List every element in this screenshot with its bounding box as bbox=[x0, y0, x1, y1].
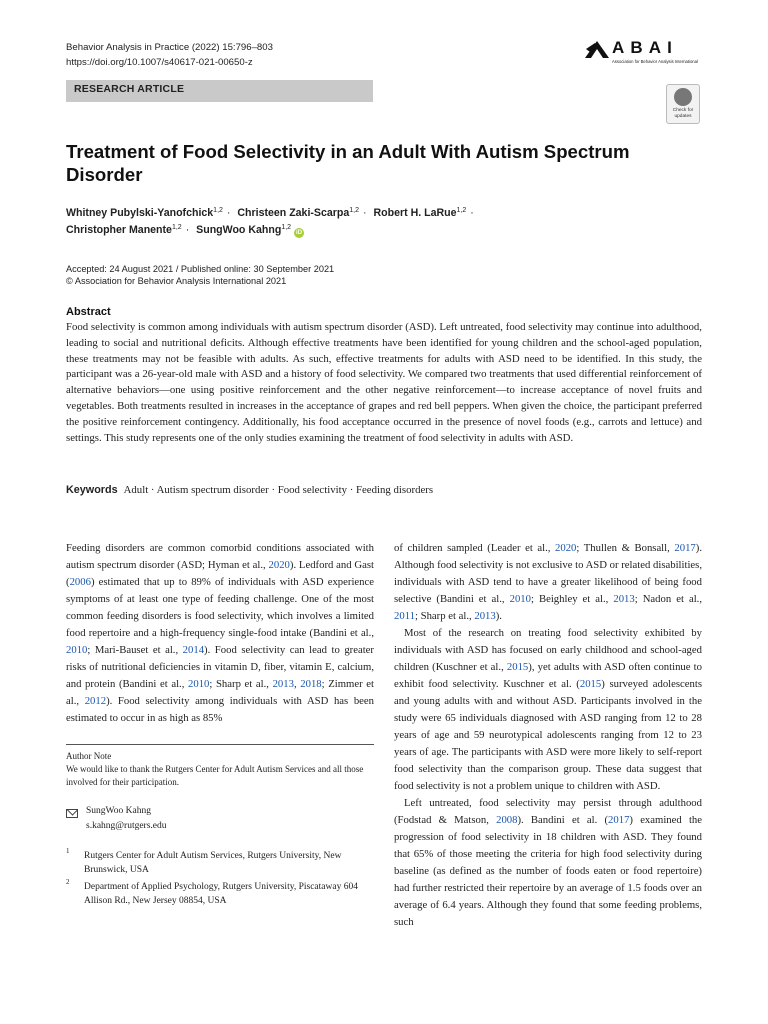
keywords-label: Keywords bbox=[66, 484, 118, 496]
logo-letters: A B A I bbox=[612, 38, 673, 57]
doi-link[interactable]: https://doi.org/10.1007/s40617-021-00650-z bbox=[66, 57, 253, 68]
body-text-run: , bbox=[293, 678, 301, 690]
orcid-icon[interactable]: iD bbox=[296, 230, 303, 236]
citation-year-link[interactable]: 2013 bbox=[474, 610, 496, 622]
body-text-run: Most of the research on treating food selectivity exhibited by individuals with ASD has focused on early childhood and school-aged children (Kuschner et al., bbox=[394, 627, 702, 673]
body-text-run: ) examined the progression of food selectivity in 18 children with ASD. They found that 65% of those meeting the criteria for high food selectivity during baseline (as defined as the number of foods eaten or food repertoire) had further restricted their repertoire by an average of 1.5 foods over an average of 6.4 years. Although they found that some feeding problems, such bbox=[394, 814, 702, 928]
citation-year-link[interactable]: 2012 bbox=[84, 695, 107, 707]
body-text-run: ; Thullen & Bonsall, bbox=[576, 542, 675, 554]
body-left-column bbox=[66, 540, 374, 727]
logo-subtitle: Association for Behavior Analysis International bbox=[612, 59, 698, 64]
body-text-run: ). Food selectivity can lead to greater risks of nutritional deficiencies in vitamin D, fiber, vitamin E, calcium, and protein (Bandini et al., bbox=[66, 644, 374, 690]
author-note-heading: Author Note bbox=[66, 751, 112, 761]
check-for-updates-button[interactable] bbox=[666, 84, 700, 124]
article-title: Treatment of Food Selectivity in an Adult With Autism Spectrum Disorder bbox=[66, 141, 630, 185]
affiliation-number: 2 bbox=[66, 878, 70, 886]
author-name[interactable]: SungWoo Kahng bbox=[196, 224, 282, 236]
journal-citation: Behavior Analysis in Practice (2022) 15:796–803 bbox=[66, 42, 273, 53]
author-affiliation: 1,2 bbox=[213, 207, 223, 214]
body-text-run: of children sampled (Leader et al., bbox=[394, 542, 556, 554]
body-text-run: ), yet adults with ASD often continue to exhibit food selectivity. Kuschner et al. ( bbox=[394, 661, 702, 690]
body-paragraph bbox=[394, 540, 702, 625]
author-name[interactable]: Christeen Zaki-Scarpa bbox=[237, 207, 350, 219]
body-text-run: ). Bandini et al. ( bbox=[517, 814, 609, 826]
affiliation-number: 1 bbox=[66, 847, 70, 855]
citation-year-link[interactable]: 2008 bbox=[496, 814, 518, 826]
abai-logo bbox=[584, 37, 704, 69]
footnote-divider bbox=[66, 744, 374, 745]
author-name[interactable]: Whitney Pubylski-Yanofchick bbox=[66, 207, 214, 219]
body-text-run: ). Food selectivity among individuals with ASD has been estimated to occur in as high as 85% bbox=[66, 695, 374, 724]
citation-year-link[interactable]: 2018 bbox=[300, 678, 322, 690]
citation-year-link[interactable]: 2013 bbox=[613, 593, 635, 605]
body-paragraph bbox=[66, 540, 374, 727]
citation-year-link[interactable]: 2014 bbox=[182, 644, 205, 656]
abai-mark-icon bbox=[584, 38, 610, 60]
update-check-icon bbox=[674, 88, 692, 106]
keywords bbox=[66, 484, 433, 496]
body-paragraph bbox=[394, 625, 702, 795]
author-separator: · bbox=[185, 224, 190, 236]
abstract-heading: Abstract bbox=[66, 306, 111, 318]
citation-year-link[interactable]: 2011 bbox=[394, 610, 415, 622]
citation-year-link[interactable]: 2010 bbox=[188, 678, 210, 690]
author-line-2 bbox=[66, 224, 304, 238]
body-text-run: ; Beighley et al., bbox=[530, 593, 614, 605]
author-affiliation: 1,2 bbox=[456, 207, 467, 214]
citation-year-link[interactable]: 2020 bbox=[555, 542, 577, 554]
abstract-text: Food selectivity is common among individuals with autism spectrum disorder (ASD). Left untreated, food selectivity may continue into adulthood, leading to social and nutritional deficits. Although effective treatments have been identified for young children and the school-aged population, these treatments may not be feasible with adults. As such, effective treatments for adults with ASD need to be identified. In this study, the participant was a 26-year-old male with ASD and a history of food selectivity. We compared two treatments that used differential reinforcement of alternative behaviors—one using positive reinforcement and the other negative reinforcement—to increase acceptance of novel fruits and vegetables. Both treatments resulted in increases in the acceptance of grapes and red bell peppers. When given the choice, the participant preferred the positive reinforcement contingency. Additionally, his food acceptance occurred in the presence of novel foods (e.g., carrots and lettuce) and settings. This study represents one of the only studies examining the treatment of food selectivity in adults with ASD. bbox=[66, 321, 702, 444]
affiliation-text: Rutgers Center for Adult Autism Services, Rutgers University, New Brunswick, USA bbox=[84, 851, 342, 875]
citation-year-link[interactable]: 2006 bbox=[69, 576, 91, 588]
citation-year-link[interactable]: 2017 bbox=[674, 542, 696, 554]
author-name[interactable]: Christopher Manente bbox=[66, 224, 172, 236]
citation-year-link[interactable]: 2015 bbox=[579, 678, 602, 690]
body-paragraph bbox=[394, 795, 702, 931]
author-affiliation: 1,2 bbox=[349, 207, 359, 214]
body-text-run: ). bbox=[495, 610, 502, 622]
author-note-text: We would like to thank the Rutgers Center for Adult Autism Services and all those involved for their participation. bbox=[66, 764, 364, 787]
body-text-run: Left untreated, food selectivity may persist through adulthood (Fodstad & Matson, bbox=[394, 797, 702, 826]
body-text-run: ). Although food selectivity is not exclusive to ASD or related disabilities, individuals with ASD tend to have a greater likelihood of being food selective (Bandini et al., bbox=[394, 542, 702, 605]
body-text-run: Feeding disorders are common comorbid conditions associated with autism spectrum disorder (ASD; Hyman et al., bbox=[66, 542, 374, 571]
copyright-notice: © Association for Behavior Analysis International 2021 bbox=[66, 276, 287, 286]
body-text-run: ). Ledford and Gast ( bbox=[66, 559, 374, 588]
author-name[interactable]: Robert H. LaRue bbox=[373, 207, 457, 219]
author-affiliation: 1,2 bbox=[281, 224, 292, 231]
citation-year-link[interactable]: 2020 bbox=[268, 559, 290, 571]
author-separator: · bbox=[363, 207, 367, 219]
author-separator: · bbox=[226, 207, 231, 219]
body-right-column bbox=[394, 540, 702, 931]
check-updates-label: Check for updates bbox=[672, 108, 694, 119]
body-text-run: ) estimated that up to 89% of individuals with ASD experience symptoms of at least one type of feeding challenge. One of the most common feeding disorders is food selectivity, which involves a limited food repertoire and a high-frequency single-food intake (Bandini et al., bbox=[66, 576, 374, 639]
article-type-label: RESEARCH ARTICLE bbox=[74, 83, 185, 95]
body-text-run: ; Mari-Bauset et al., bbox=[87, 644, 183, 656]
affiliation-text: Department of Applied Psychology, Rutgers University, Piscataway 604 Allison Rd., New Jersey 08854, USA bbox=[84, 882, 358, 906]
author-separator: · bbox=[470, 207, 474, 219]
body-text-run: ; Sharp et al., bbox=[414, 610, 475, 622]
body-text-run: ; Nadon et al., bbox=[634, 593, 703, 605]
citation-year-link[interactable]: 2013 bbox=[272, 678, 294, 690]
citation-year-link[interactable]: 2010 bbox=[509, 593, 531, 605]
citation-year-link[interactable]: 2017 bbox=[608, 814, 630, 826]
keywords-text: Adult · Autism spectrum disorder · Food selectivity · Feeding disorders bbox=[123, 484, 434, 496]
citation-year-link[interactable]: 2015 bbox=[506, 661, 529, 673]
author-affiliation: 1,2 bbox=[171, 224, 182, 231]
corresponding-author-email[interactable]: s.kahng@rutgers.edu bbox=[86, 821, 167, 831]
body-text-run: ; Sharp et al., bbox=[209, 678, 273, 690]
body-text-run: ) surveyed adolescents and young adults with and without ASD. Participants involved in the study were 65 individuals diagnosed with ASD ranging from 12 to 28 years of age and 59 neurotypical adolescents ranging from 12 to 23 years of age. The participants with ASD were more likely to self-report food selectivity than the comparison group. These data suggest that food selectivity is not a problem unique to children with ASD. bbox=[394, 678, 702, 792]
citation-year-link[interactable]: 2010 bbox=[66, 644, 88, 656]
author-line-1 bbox=[66, 207, 478, 219]
article-type-banner bbox=[66, 80, 373, 102]
corresponding-author-name: SungWoo Kahng bbox=[86, 806, 151, 816]
envelope-icon bbox=[66, 809, 78, 818]
publication-dates: Accepted: 24 August 2021 / Published online: 30 September 2021 bbox=[66, 264, 335, 274]
body-text-run: ; Zimmer et al., bbox=[66, 678, 375, 707]
